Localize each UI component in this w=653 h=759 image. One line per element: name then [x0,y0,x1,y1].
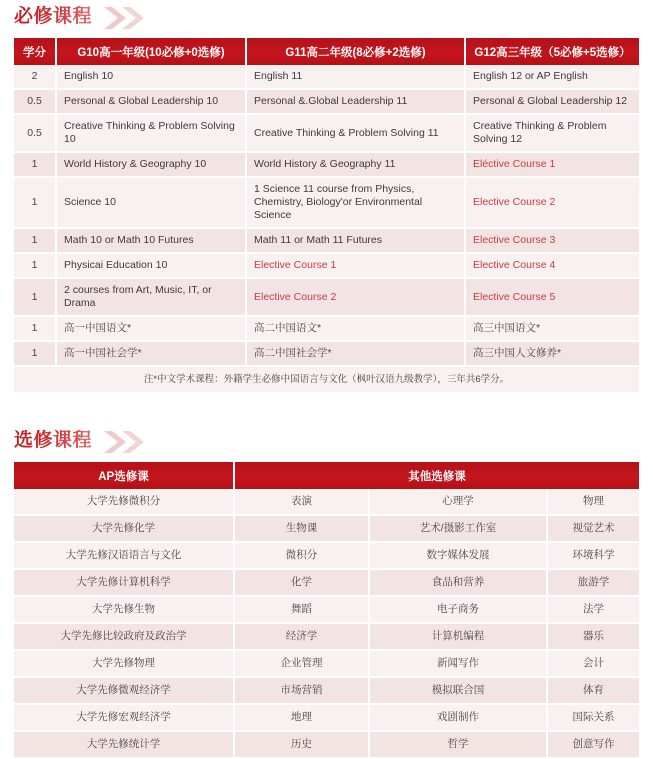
col-header-g11: G11高二年级(8必修+2选修) [246,38,465,65]
col-header-other-electives: 其他选修课 [234,462,639,489]
cell-other-elective-1: 舞蹈 [234,596,369,623]
cell-other-elective-3: 创意写作 [547,731,639,758]
cell-ap-elective: 大学先修汉语语言与文化 [14,542,234,569]
cell-other-elective-3: 旅游学 [547,569,639,596]
cell-g12-course: Elective Course 5 [465,278,639,316]
cell-ap-elective: 大学先修统计学 [14,731,234,758]
table-row [14,278,639,316]
table-row [14,114,639,152]
cell-ap-elective: 大学先修物理 [14,650,234,677]
table-row [14,704,639,731]
cell-credits: 1 [14,177,56,228]
table-row [14,569,639,596]
table-row [14,623,639,650]
cell-g10-course: 2 courses from Art, Music, IT, or Drama [56,278,246,316]
cell-other-elective-2: 计算机编程 [369,623,547,650]
cell-g11-course: 高二中国社会学* [246,341,465,366]
cell-g11-course: Elective Course 1 [246,253,465,278]
cell-other-elective-1: 历史 [234,731,369,758]
cell-g11-course: Personal &.Global Leadership 11 [246,89,465,114]
col-header-credits: 学分 [14,38,56,65]
cell-other-elective-1: 表演 [234,489,369,515]
cell-other-elective-3: 物理 [547,489,639,515]
cell-ap-elective: 大学先修微积分 [14,489,234,515]
cell-g12-course: Personal & Global Leadership 12 [465,89,639,114]
cell-g10-course: English 10 [56,65,246,89]
cell-credits: 1 [14,341,56,366]
cell-g12-course: Elective Course 2 [465,177,639,228]
section-spacer [0,394,653,424]
cell-g12-course: Elective Course 3 [465,228,639,253]
table-row [14,341,639,366]
cell-other-elective-1: 经济学 [234,623,369,650]
required-courses-table [14,38,639,394]
cell-g10-course: World History & Geography 10 [56,152,246,177]
cell-g12-course: Creative Thinking & Problem Solving 12 [465,114,639,152]
table-note-row [14,366,639,393]
table-row [14,515,639,542]
table-row [14,542,639,569]
cell-other-elective-3: 视觉艺术 [547,515,639,542]
cell-g10-course: Personal & Global Leadership 10 [56,89,246,114]
cell-g11-course: English 11 [246,65,465,89]
cell-other-elective-2: 艺术/摄影工作室 [369,515,547,542]
cell-g10-course: Math 10 or Math 10 Futures [56,228,246,253]
cell-other-elective-3: 法学 [547,596,639,623]
cell-other-elective-1: 化学 [234,569,369,596]
cell-ap-elective: 大学先修生物 [14,596,234,623]
elective-section-title: 选修课程 [14,428,92,454]
cell-other-elective-3: 器乐 [547,623,639,650]
double-chevron-right-icon [102,430,146,454]
cell-g11-course: Elective Course 2 [246,278,465,316]
cell-g10-course: Creative Thinking & Problem Solving 10 [56,114,246,152]
cell-other-elective-1: 微积分 [234,542,369,569]
elective-table-body [14,489,639,758]
cell-credits: 1 [14,253,56,278]
cell-g10-course: 高一中国社会学* [56,341,246,366]
elective-table-header-row [14,462,639,489]
cell-ap-elective: 大学先修计算机科学 [14,569,234,596]
table-row [14,177,639,228]
cell-other-elective-2: 戏剧制作 [369,704,547,731]
cell-other-elective-3: 环境科学 [547,542,639,569]
cell-ap-elective: 大学先修微观经济学 [14,677,234,704]
table-row [14,65,639,89]
cell-other-elective-2: 数字媒体发展 [369,542,547,569]
cell-g12-course: English 12 or AP English [465,65,639,89]
cell-g11-course: Math 11 or Math 11 Futures [246,228,465,253]
table-row [14,228,639,253]
cell-g10-course: Science 10 [56,177,246,228]
cell-other-elective-1: 市场营销 [234,677,369,704]
cell-g10-course: 高一中国语文* [56,316,246,341]
cell-credits: 1 [14,278,56,316]
col-header-g12: G12高三年级（5必修+5选修） [465,38,639,65]
table-row [14,489,639,515]
cell-credits: 2 [14,65,56,89]
cell-other-elective-1: 生物课 [234,515,369,542]
required-table-header-row [14,38,639,65]
table-row [14,731,639,758]
cell-other-elective-2: 心理学 [369,489,547,515]
col-header-g10: G10高一年级(10必修+0选修) [56,38,246,65]
cell-g11-course: Creative Thinking & Problem Solving 11 [246,114,465,152]
cell-credits: 1 [14,316,56,341]
cell-g12-course: 高三中国人文修养* [465,341,639,366]
table-row [14,253,639,278]
cell-g12-course: 高三中国语文* [465,316,639,341]
cell-credits: 1 [14,228,56,253]
cell-g12-course: Elective Course 4 [465,253,639,278]
cell-other-elective-2: 模拟联合国 [369,677,547,704]
cell-ap-elective: 大学先修化学 [14,515,234,542]
cell-other-elective-2: 哲学 [369,731,547,758]
double-chevron-right-icon [102,6,146,30]
table-row [14,677,639,704]
required-table-body [14,65,639,393]
required-section-title: 必修课程 [14,4,92,30]
cell-credits: 0.5 [14,89,56,114]
cell-g12-course: Eléctive Course 1 [465,152,639,177]
col-header-ap-electives: AP选修课 [14,462,234,489]
cell-other-elective-1: 企业管理 [234,650,369,677]
cell-g10-course: Physicai Education 10 [56,253,246,278]
required-courses-note: 注*中文学术课程：外籍学生必修中国语言与文化（枫叶汉语九级教学），三年共6学分。 [14,366,639,393]
table-row [14,316,639,341]
cell-ap-elective: 大学先修宏观经济学 [14,704,234,731]
table-row [14,152,639,177]
cell-other-elective-3: 国际关系 [547,704,639,731]
cell-credits: 0.5 [14,114,56,152]
cell-other-elective-2: 新闻写作 [369,650,547,677]
elective-courses-table [14,462,639,759]
cell-ap-elective: 大学先修比较政府及政治学 [14,623,234,650]
table-row [14,596,639,623]
cell-g11-course: 高二中国语文* [246,316,465,341]
required-section-header [0,0,653,34]
cell-credits: 1 [14,152,56,177]
elective-section-header [0,424,653,458]
table-row [14,89,639,114]
table-row [14,650,639,677]
cell-other-elective-1: 地理 [234,704,369,731]
cell-other-elective-3: 会计 [547,650,639,677]
cell-g11-course: 1 Science 11 course from Physics, Chemistry, Biology'or Environmental Science [246,177,465,228]
cell-g11-course: World History & Geography 11 [246,152,465,177]
cell-other-elective-3: 体育 [547,677,639,704]
cell-other-elective-2: 电子商务 [369,596,547,623]
cell-other-elective-2: 食品和营养 [369,569,547,596]
